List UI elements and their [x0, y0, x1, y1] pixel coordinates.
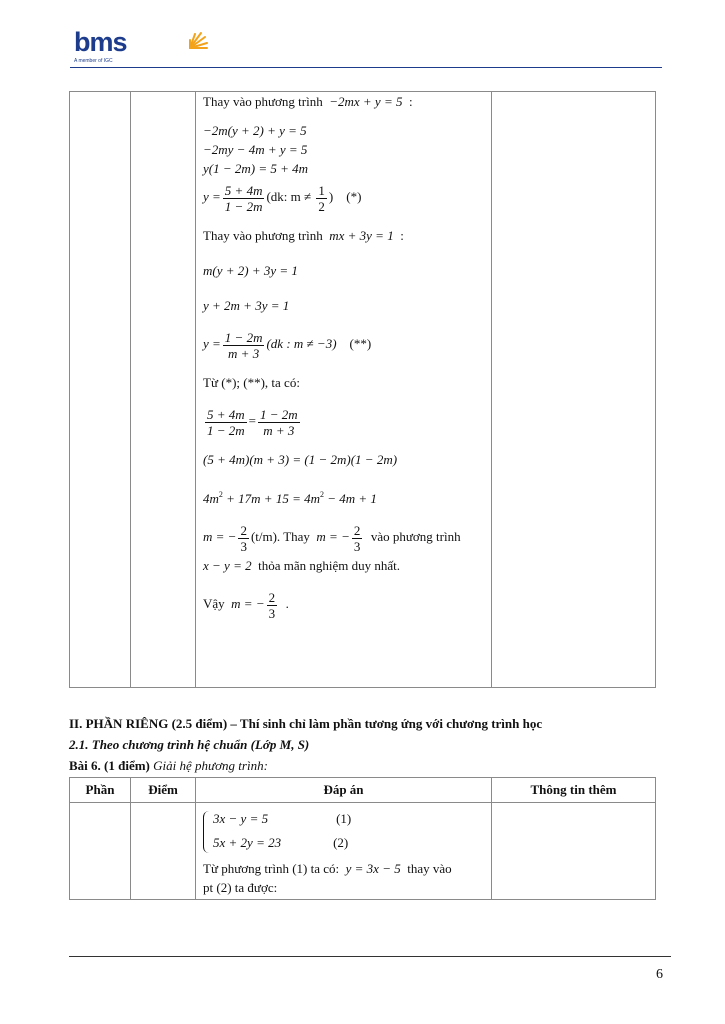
logo-text: bms — [74, 27, 127, 57]
fraction-equation: $\frac{5 + 4m}{1 - 2m}$ = $\frac{1 - 2m}{m + 3}$ — [207, 406, 298, 438]
system-line: 3x − y = 5 (1) — [213, 811, 352, 826]
problem-title: Bài 6. (1 điểm) Giải hệ phương trình: — [69, 758, 268, 773]
extra-info-cell — [492, 92, 656, 688]
answer-line: m(y + 2) + 3y = 1 — [203, 263, 298, 278]
answer-line: (5 + 4m)(m + 3) = (1 − 2m)(1 − 2m) — [203, 452, 398, 467]
answer-line: Từ phương trình (1) ta có: y = 3x − 5 thay vào — [203, 861, 452, 876]
answer-line: y(1 − 2m) = 5 + 4m — [203, 161, 309, 176]
fraction: $\frac{2}{3}$ — [268, 589, 276, 621]
answer-line: −2m(y + 2) + y = 5 — [203, 123, 307, 138]
extra-info-cell — [492, 803, 656, 900]
fraction-line-star: y = $\frac{5 + 4m}{1 - 2m}$ (dk: m ≠ $\frac{1}{2}$ ) (*) — [203, 182, 362, 214]
score-cell — [131, 803, 196, 900]
logo-subtext: A member of IGC — [74, 58, 113, 64]
answer-line: Thay vào phương trình mx + 3y = 1 : — [203, 228, 404, 243]
section-heading: II. PHẦN RIÊNG (2.5 điểm) – Thí sinh chỉ làm phần tương ứng với chương trình học — [69, 716, 543, 731]
equation-system — [203, 807, 487, 855]
conclusion-line: Vậy m = − $\frac{2}{3}$ . — [203, 589, 289, 621]
fraction: $\frac{1}{2}$ — [318, 182, 325, 214]
fraction: $\frac{2}{3}$ — [240, 522, 247, 554]
result-line: m = − $\frac{2}{3}$ (t/m). Thay m = − $\frac{2}{3}$ vào phương trình — [203, 522, 461, 554]
answer-line: x − y = 2 thỏa mãn nghiệm duy nhất. — [203, 558, 400, 573]
solution-table — [69, 777, 656, 900]
answer-line: −2my − 4m + y = 5 — [203, 142, 308, 157]
answer-line: y + 2m + 3y = 1 — [203, 298, 290, 313]
page-header — [0, 0, 725, 70]
footer-divider — [69, 956, 671, 957]
table-header-row — [70, 778, 656, 803]
answer-line: Thay vào phương trình −2mx + y = 5 : — [203, 94, 413, 109]
answer-line: pt (2) ta được: — [203, 880, 278, 895]
table-row — [70, 92, 656, 688]
bms-logo — [74, 27, 127, 64]
col-header-part: Phần — [70, 778, 131, 803]
fraction: $\frac{5 + 4m}{1 - 2m}$ — [224, 182, 263, 214]
fraction: $\frac{1 - 2m}{m + 3}$ — [224, 329, 263, 361]
fraction: $\frac{5 + 4m}{1 - 2m}$ — [207, 406, 245, 438]
table-row — [70, 803, 656, 900]
solution-table-continued — [69, 91, 656, 688]
answer-line: $4m^2 + 17m + 15 = 4m^2 - 4m + 1$ — [203, 490, 377, 506]
answer-cell — [196, 92, 492, 688]
fraction-line-double-star: y = $\frac{1 - 2m}{m + 3}$ (dk : m ≠ −3) (**) — [203, 329, 372, 361]
col-header-extra: Thông tin thêm — [492, 778, 656, 803]
score-cell — [131, 92, 196, 688]
part-cell — [70, 803, 131, 900]
col-header-score: Điểm — [131, 778, 196, 803]
brace — [203, 811, 210, 853]
answer-cell — [196, 803, 492, 900]
fraction: $\frac{1 - 2m}{m + 3}$ — [260, 406, 298, 438]
col-header-answer: Đáp án — [196, 778, 492, 803]
system-line: 5x + 2y = 23 (2) — [213, 835, 349, 850]
part-cell — [70, 92, 131, 688]
answer-line: Từ (*); (**), ta có: — [203, 375, 300, 390]
sun-icon — [186, 28, 210, 52]
header-divider — [70, 67, 662, 68]
fraction: $\frac{2}{3}$ — [353, 522, 361, 554]
page-number: 6 — [656, 967, 663, 982]
section-subheading: 2.1. Theo chương trình hệ chuẩn (Lớp M, S) — [69, 737, 310, 752]
